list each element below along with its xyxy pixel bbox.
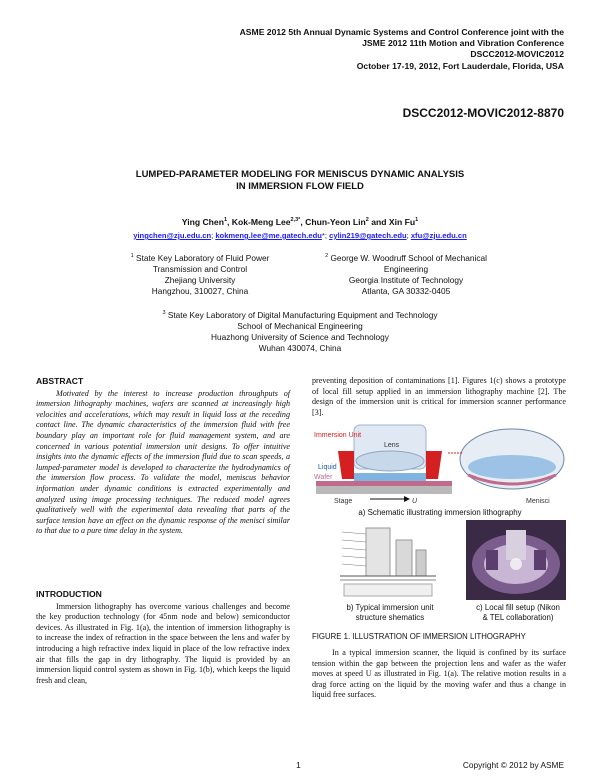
aff-sup: 1 [130,253,134,259]
aff-line: School of Mechanical Engineering [237,320,363,331]
title-line: IN IMMERSION FLOW FIELD [236,181,364,192]
figure-1a-schematic [312,423,568,507]
fig-label-lens: Lens [384,442,400,449]
right-paragraph-2: In a typical immersion scanner, the liquid is confined by its surface tension within the gap between the projection lens and wafer as the wafer moves at speed U as illustrated in Fig. 1(a). The relative motion results in a drag force acting on the liquid by the moving wafer and thus a change in liquid free surfaces. [312,648,566,700]
email-link[interactable]: xfu@zju.edu.cn [410,231,467,240]
author-list: Ying Chen$^1$, Kok-Meng Lee$^{2,3*}$, Chun-Yeon Lin$^2$ and Xin Fu$^1$ [181,217,419,227]
paper-id: DSCC2012-MOVIC2012-8870 [402,106,564,120]
aff-sup: 3 [162,310,166,316]
caption-line: c) Local fill setup (Nikon [476,603,560,612]
copyright: Copyright © 2012 by ASME [462,760,564,770]
affiliation-2 [306,251,506,297]
conference-line: DSCC2012-MOVIC2012 [470,49,564,60]
abstract-text: Motivated by the interest to increase production throughputs of immersion lithography machines, wafers are scanned at increasingly high velocities and accelerations, which may result in liquid loss at the receding contact line. The dynamic characteristics of the immersion fluid with free boundary play an important role for fluid management system, and are concerned in various potential immersion unit designs. To offer intuitive insights into the dynamic effects of the immersion fluid due to scan speeds, a lumped-parameter model is developed to characterize the hydrodynamics of the immersion flow process. To validate the model, meniscus behavior information under dynamic conditions is extracted experimentally and analyzed using image processing techniques. The reduced model agrees qualitatively well with the experimental data revealing that parts of the surface tension have an effect on the dynamic response of the menisci similar to that due to a pure time delay in the system. [36,388,290,536]
aff-line: Zhejiang University [164,274,236,285]
conference-line: ASME 2012 5th Annual Dynamic Systems and Control Conference joint with the [239,27,564,37]
stage-shape [316,486,452,494]
figure-1c-caption [466,603,570,623]
caption-line: b) Typical immersion unit [346,603,434,612]
wafer-shape [316,481,452,486]
caption-line: & TEL collaboration) [482,613,554,622]
affiliation-3 [120,308,480,354]
author-sup: 2 [365,217,369,224]
aff-line: Transmission and Control [152,263,248,274]
fig-label-u: U [412,498,418,505]
email-link[interactable]: kokmeng.lee@me.gatech.edu [215,231,322,240]
aff-line: State Key Laboratory of Digital Manufacturing Equipment and Technology [167,309,438,320]
fig-label-immersion-unit: Immersion Unit [314,432,362,439]
left-column-intro [36,589,290,686]
paper-title [0,169,600,193]
figure-1b-schematic [336,520,440,602]
aff-line: Georgia Institute of Technology [348,274,464,285]
right-column-bottom [312,648,566,701]
author-sup: 1 [415,217,419,224]
aff-sup: 2 [325,253,329,259]
author-name: Kok-Meng Lee [231,217,291,227]
introduction-heading: INTRODUCTION [36,589,102,599]
author-sup: 1 [223,217,228,224]
right-column-top [312,376,566,418]
figure-1-title: FIGURE 1. ILLUSTRATION OF IMMERSION LITHOGRAPHY [312,632,526,641]
figure-1c-photo [466,520,566,600]
aff-line: Atlanta, GA 30332-0405 [361,285,451,296]
aff-line: Engineering [383,263,429,274]
author-name: Chun-Yeon Lin [305,217,366,227]
fig-label-stage: Stage [334,498,353,505]
aff-line: State Key Laboratory of Fluid Power [136,252,270,263]
aff-line: Hangzhou, 310027, China [151,285,249,296]
caption-line: structure shematics [355,613,425,622]
fig-label-liquid: Liquid [318,464,337,471]
email-link[interactable]: cylin219@gatech.edu [329,231,407,240]
fig-label-wafer: Wafer [314,474,333,481]
conference-line: JSME 2012 11th Motion and Vibration Conference [362,38,564,49]
right-paragraph-1: preventing deposition of contaminations [1]. Figures 1(c) shows a prototype of local fill setup applied in an immersion lithography machine [2]. The design of the immersion unit is critical for immersion scanner performance [3]. [312,376,566,417]
liquid-shape [354,473,426,481]
aff-line: Wuhan 430074, China [258,342,342,353]
title-line: LUMPED-PARAMETER MODELING FOR MENISCUS DYNAMIC ANALYSIS [135,169,465,180]
author-name: Xin Fu [388,217,416,227]
introduction-text: Immersion lithography has overcome various challenges and become the key production technology (for 45nm node and below) semiconductor devices. As illustrated in Fig. 1(a), the intention of immersion lithography is to increase the index of refraction in the space between the lens and wafer by introducing a high refractive index liquid in place of the low refractive index air that fills the gap in dry lithography. The liquid is provided by an immersion liquid control system as shown in Fig. 1(b), which keeps the liquid fresh and clean, [36,601,290,685]
page-number: 1 [296,760,301,770]
abstract-heading: ABSTRACT [36,376,84,386]
figure-1b-caption [320,603,460,623]
fig-label-menisci: Menisci [526,498,550,505]
conference-header [144,27,564,72]
author-name: Ying Chen [181,217,224,227]
aff-line: Huazhong University of Science and Technology [211,331,389,342]
email-link[interactable]: yingchen@zju.edu.cn [133,231,212,240]
figure-1a-caption: a) Schematic illustrating immersion lithography [358,508,522,517]
left-column [36,376,290,537]
affiliation-1 [100,251,300,297]
conference-line: October 17-19, 2012, Fort Lauderdale, Florida, USA [356,60,564,71]
author-emails: yingchen@zju.edu.cn; kokmeng.lee@me.gatech.edu*; cylin219@gatech.edu; xfu@zju.edu.cn [133,231,467,240]
aff-line: George W. Woodruff School of Mechanical [330,252,487,263]
email-suffix: *; [321,231,327,240]
author-sup: 2,3* [290,217,301,224]
